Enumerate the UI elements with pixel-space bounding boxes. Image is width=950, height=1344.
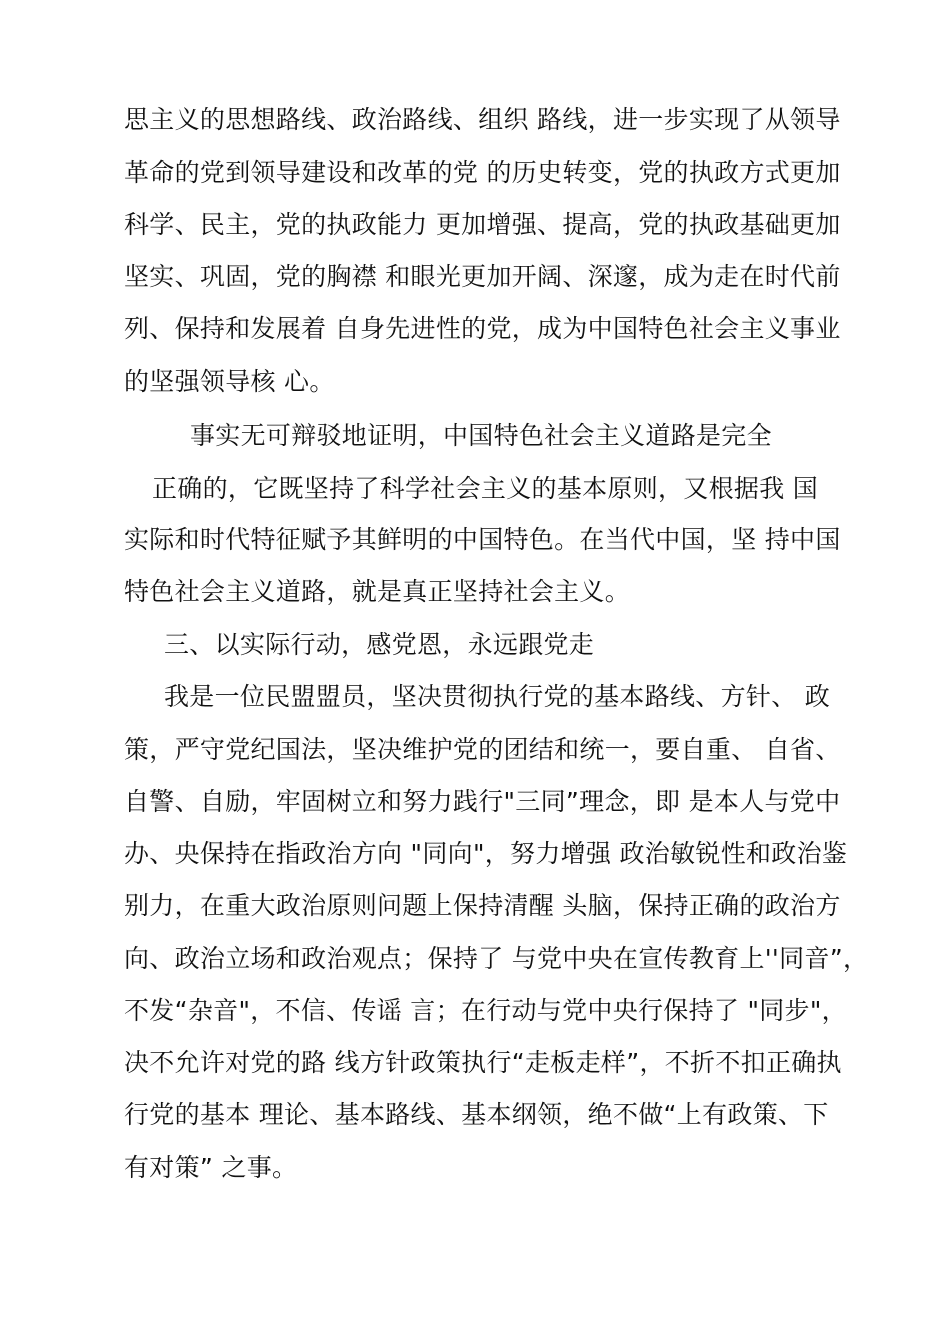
paragraph-start-line: 我是一位民盟盟员，坚决贯彻执行党的基本路线、方针、 政	[164, 682, 831, 711]
text-line: 不发“杂音"，不信、传谣 言；在行动与党中央行保持了 "同步"，	[124, 996, 847, 1025]
text-line: 行党的基本 理论、基本路线、基本纲领，绝不做“上有政策、下	[124, 1100, 829, 1129]
text-line: 革命的党到领导建设和改革的党 的历史转变，党的执政方式更加	[124, 158, 841, 187]
text-line: 自警、自励，牢固树立和努力践行"三同”理念，即 是本人与党中	[124, 787, 841, 816]
text-line: 实际和时代特征赋予其鲜明的中国特色。在当代中国，坚 持中国	[124, 525, 841, 554]
text-line: 决不允许对党的路 线方针政策执行“走板走样”，不折不扣正确执	[124, 1048, 842, 1077]
text-line: 坚实、巩固，党的胸襟 和眼光更加开阔、深邃，成为走在时代前	[124, 262, 841, 291]
section-heading: 三、以实际行动，感党恩，永远跟党走	[164, 630, 595, 659]
text-line: 向、政治立场和政治观点；保持了 与党中央在宣传教育上''同音”，	[124, 944, 869, 973]
paragraph-start-line: 事实无可辩驳地证明，中国特色社会主义道路是完全	[190, 421, 772, 450]
text-line: 办、央保持在指政治方向 "同向"，努力增强 政治敏锐性和政治鉴	[124, 839, 848, 868]
text-line: 思主义的思想路线、政治路线、组织 路线，进一步实现了从领导	[124, 105, 841, 134]
text-line: 的坚强领导核 心。	[124, 367, 335, 396]
text-line: 列、保持和发展着 自身先进性的党，成为中国特色社会主义事业	[124, 314, 841, 343]
text-line: 别力，在重大政治原则问题上保持清醒 头脑，保持正确的政治方	[124, 891, 841, 920]
text-line: 正确的，它既坚持了科学社会主义的基本原则，又根据我 国	[152, 474, 819, 503]
text-line: 科学、民主，党的执政能力 更加增强、提高，党的执政基础更加	[124, 210, 841, 239]
text-line: 策，严守党纪国法，坚决维护党的团结和统一，要自重、 自省、	[124, 735, 841, 764]
text-line: 特色社会主义道路，就是真正坚持社会主义。	[124, 577, 631, 606]
text-line: 有对策” 之事。	[124, 1153, 298, 1182]
